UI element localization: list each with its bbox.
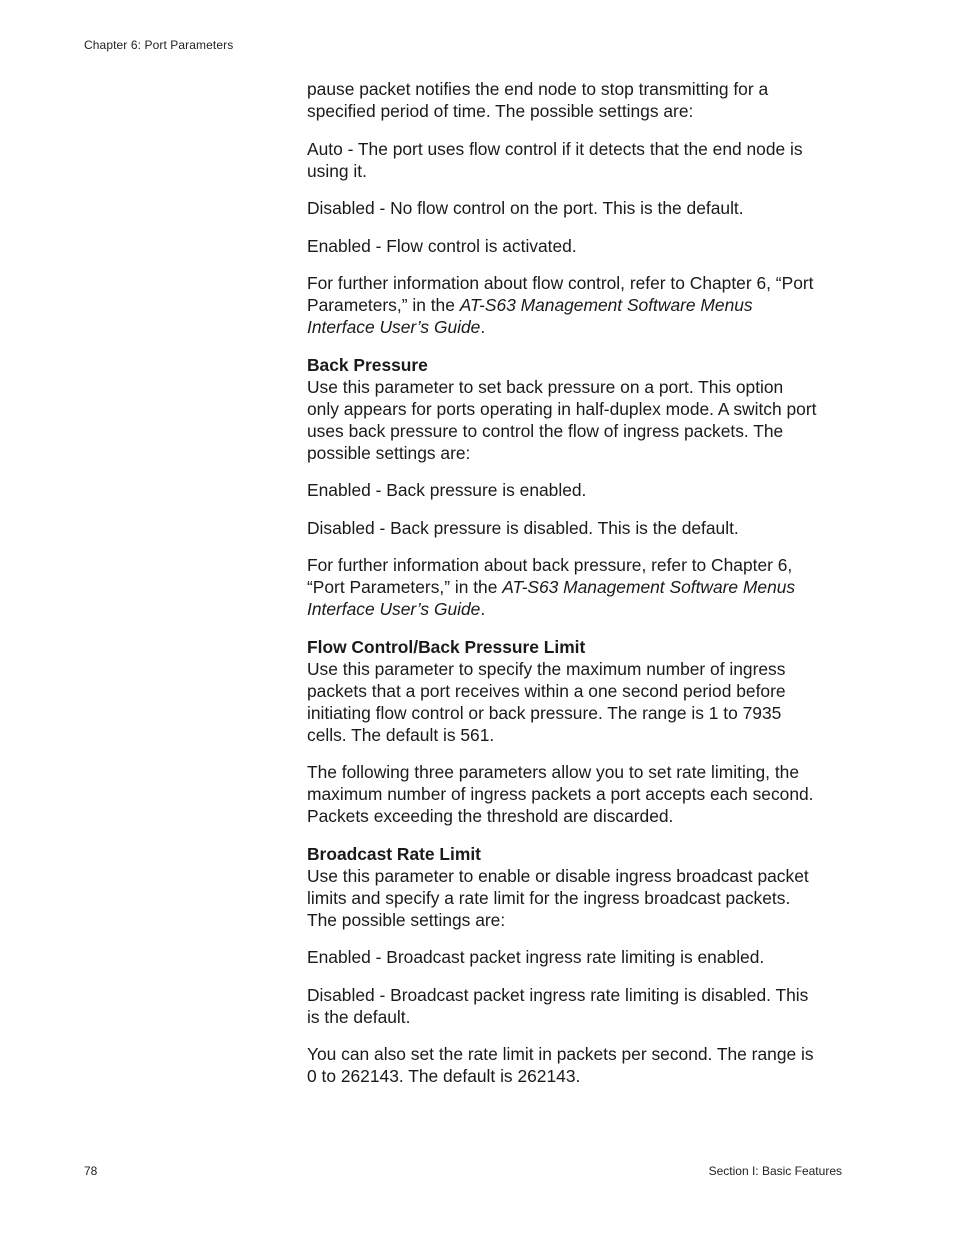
paragraph-enabled-setting: Enabled - Flow control is activated. (307, 235, 577, 256)
reference-end: . (480, 317, 486, 337)
paragraph-back-pressure-reference (307, 554, 819, 620)
section-broadcast-rate-limit (307, 843, 819, 931)
guide-title: AT-S63 Management Software Menus Interface User’s Guide (307, 577, 796, 619)
paragraph-rate-limit-range: You can also set the rate limit in packets per second. The range is 0 to 262143. The default is 262143. (307, 1044, 814, 1086)
body-text (307, 78, 819, 1103)
paragraph-auto-setting: Auto - The port uses flow control if it detects that the end node is using it. (307, 138, 803, 181)
heading-back-pressure: Back Pressure (307, 354, 428, 375)
broadcast-rate-limit-description: Use this parameter to enable or disable ingress broadcast packet limits and specify a rate limit for the ingress broadcast packets. The possible settings are: (307, 865, 809, 930)
paragraph-broadcast-enabled: Enabled - Broadcast packet ingress rate limiting is enabled. (307, 947, 765, 967)
section-back-pressure (307, 354, 819, 464)
heading-broadcast-rate-limit: Broadcast Rate Limit (307, 843, 481, 864)
guide-title: AT-S63 Management Software Menus Interface User’s Guide (307, 295, 753, 337)
paragraph-disabled-setting: Disabled - No flow control on the port. This is the default. (307, 198, 744, 218)
paragraph-flow-control-reference (307, 272, 819, 338)
heading-flow-control-limit: Flow Control/Back Pressure Limit (307, 636, 586, 657)
reference-text: For further information about back pressure, refer to Chapter 6, “Port Parameters,” in the (307, 555, 793, 597)
running-header: Chapter 6: Port Parameters (84, 38, 234, 52)
paragraph-broadcast-disabled: Disabled - Broadcast packet ingress rate limiting is disabled. This is the default. (307, 984, 809, 1027)
page-number: 78 (84, 1164, 98, 1178)
paragraph-rate-limiting-intro: The following three parameters allow you to set rate limiting, the maximum number of ingress packets a port accepts each second. Packets exceeding the threshold are discarded. (307, 762, 814, 826)
paragraph-back-pressure-enabled: Enabled - Back pressure is enabled. (307, 480, 587, 500)
paragraph-pause-packet: pause packet notifies the end node to stop transmitting for a specified period of time. The possible settings are: (307, 79, 769, 121)
flow-control-limit-description: Use this parameter to specify the maximum number of ingress packets that a port receives within a one second period before initiating flow control or back pressure. The range is 1 to 7935 cells. The default is 561. (307, 658, 786, 745)
back-pressure-description: Use this parameter to set back pressure on a port. This option only appears for ports operating in half-duplex mode. A switch port uses back pressure to control the flow of ingress packets. The possible settings are: (307, 376, 817, 463)
reference-end: . (480, 599, 486, 619)
footer-section-title: Section I: Basic Features (708, 1164, 842, 1178)
reference-text: For further information about flow control, refer to Chapter 6, “Port Parameters,” in the (307, 273, 814, 315)
paragraph-back-pressure-disabled: Disabled - Back pressure is disabled. This is the default. (307, 517, 739, 538)
section-flow-control-limit (307, 636, 819, 746)
